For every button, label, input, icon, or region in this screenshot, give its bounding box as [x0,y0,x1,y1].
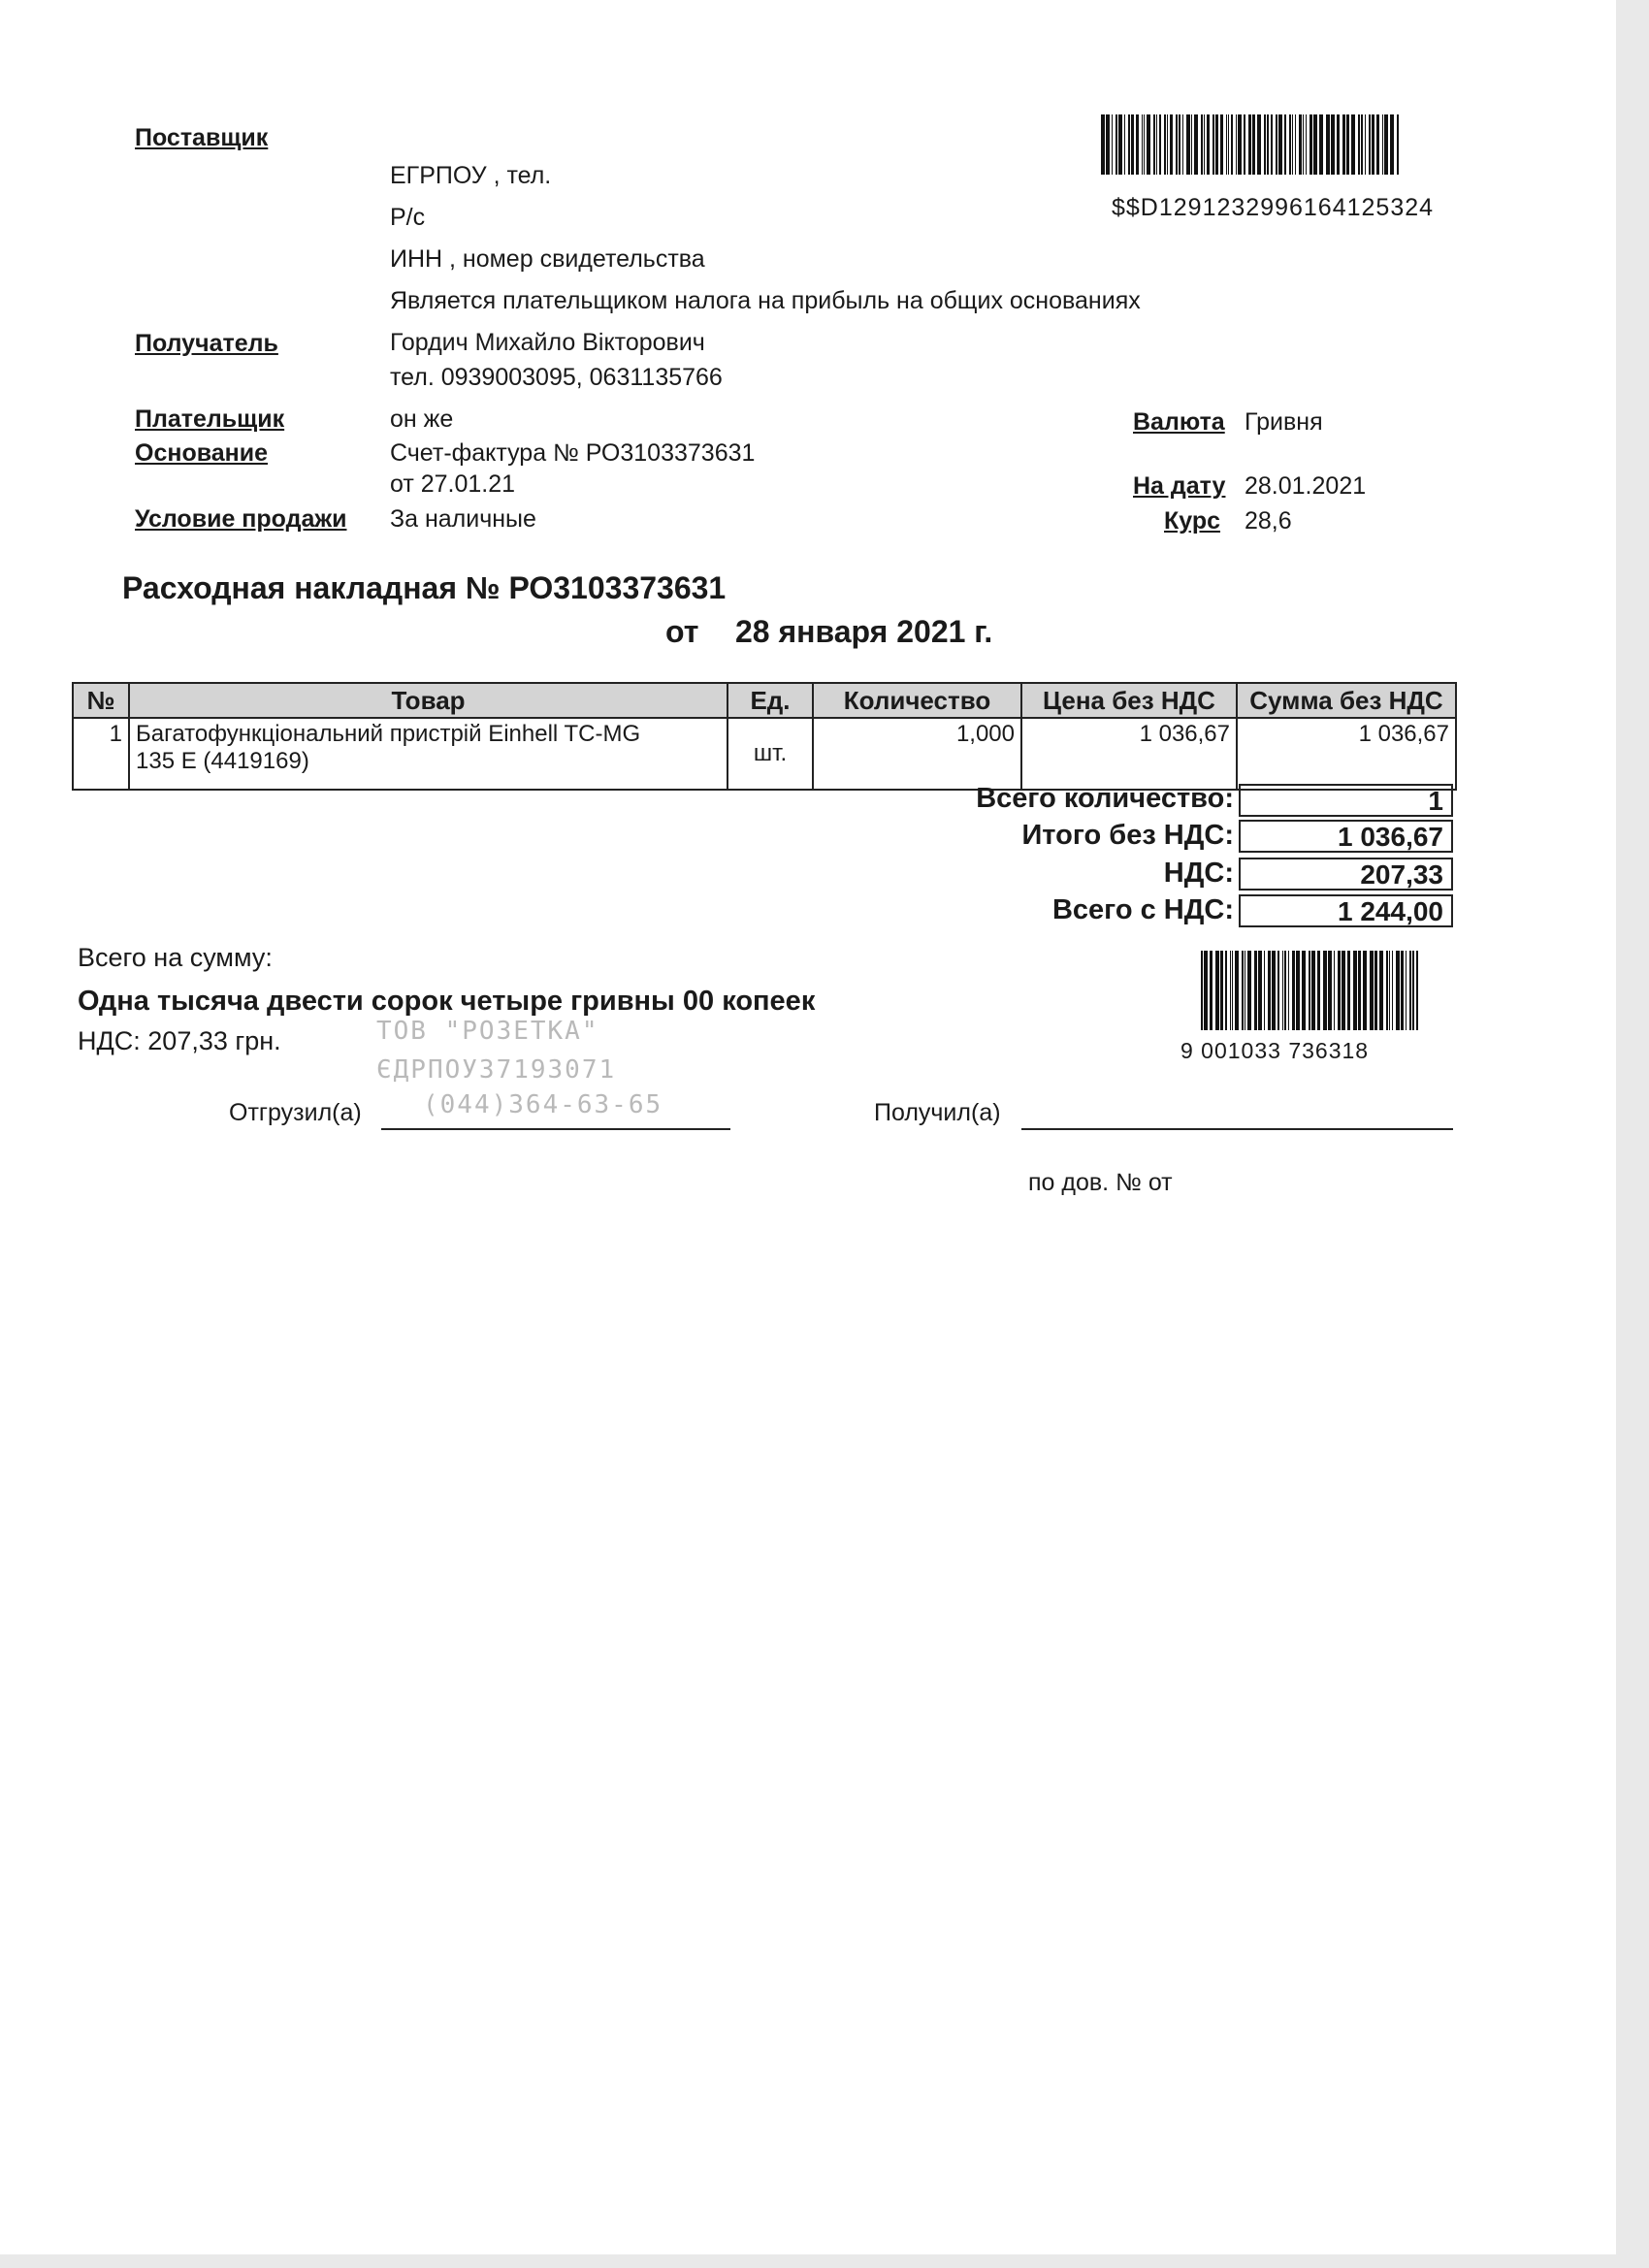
supplier-tax-status: Является плательщиком налога на прибыль на общих основаниях [390,287,1141,314]
total-net-label: Итого без НДС: [1021,820,1234,851]
barcode-bar [1248,114,1251,175]
barcode-bar [1374,951,1377,1030]
barcode-bar [1136,114,1139,175]
total-gross-label: Всего с НДС: [1051,894,1234,925]
shipped-signature-line [381,1128,730,1130]
barcode-bar [1363,951,1367,1030]
recipient-phone: тел. 0939003095, 0631135766 [390,364,723,391]
barcode-bar [1392,951,1393,1030]
total-qty-value: 1 [1239,784,1453,817]
barcode-bar [1230,951,1231,1030]
barcode-bar [1386,951,1388,1030]
row-sum: 1 036,67 [1237,718,1456,790]
barcode-bar [1396,951,1400,1030]
basis-label: Основание [135,439,269,467]
barcode-bar [1257,114,1261,175]
barcode-bar [1284,114,1286,175]
row-price: 1 036,67 [1021,718,1237,790]
barcode-bar [1369,114,1371,175]
total-vat-value: 207,33 [1239,858,1453,891]
barcode-bar [1244,114,1245,175]
barcode-bar [1124,114,1125,175]
document-date: 28 января 2021 г. [735,614,993,649]
total-qty-label: Всего количество: [976,783,1234,814]
col-header-unit: Ед. [728,683,813,718]
barcode-bar [1226,114,1227,175]
barcode-bar [1397,114,1399,175]
basis-line1: Счет-фактура № РО3103373631 [390,439,756,467]
barcode-bar [1310,114,1312,175]
barcode-bar [1207,114,1210,175]
row-num: 1 [73,718,129,790]
barcode-bar [1313,114,1317,175]
row-product-line2: 135 E (4419169) [136,748,309,774]
received-signature-line [1021,1128,1453,1130]
rate-label: Курс [1164,507,1221,535]
barcode-bar [1317,951,1320,1030]
barcode-bar [1379,951,1383,1030]
barcode-bar [1331,114,1335,175]
barcode-bar [1296,951,1300,1030]
barcode-bar [1292,951,1295,1030]
barcode-bar [1116,114,1117,175]
company-stamp-line2: ЄДРПОУ37193071 [376,1055,617,1085]
barcode-bar [1334,951,1335,1030]
barcode-bar [1254,951,1257,1030]
document-title: Расходная накладная № РО3103373631 [122,570,727,605]
barcode-bar [1337,114,1340,175]
total-gross-value: 1 244,00 [1239,894,1453,927]
company-stamp-line1: ТОВ "РОЗЕТКА" [376,1017,599,1046]
recipient-name: Гордич Михайло Вікторович [390,329,705,356]
row-product [129,718,728,790]
on-date-label: На дату [1133,472,1226,500]
shipped-label: Отгрузил(а) [229,1099,362,1126]
barcode-bar [1409,951,1411,1030]
barcode-bar [1212,114,1214,175]
document-date-prefix: от [665,614,699,649]
barcode-bar [1204,951,1208,1030]
barcode-bar [1128,114,1130,175]
barcode-bar [1303,114,1304,175]
barcode-bar [1182,114,1183,175]
barcode-bar [1382,114,1383,175]
barcode-bar [1338,951,1341,1030]
supplier-label: Поставщик [135,124,269,151]
on-date-value: 28.01.2021 [1245,472,1367,500]
barcode-bar [1238,114,1242,175]
col-header-price: Цена без НДС [1021,683,1237,718]
barcode-bar [1201,951,1203,1030]
barcode-bar [1106,114,1110,175]
barcode-bar [1252,114,1255,175]
barcode-bar [1376,114,1379,175]
barcode-bar [1342,951,1345,1030]
barcode-bar [1167,114,1168,175]
barcode-bar [1225,951,1227,1030]
barcode-bar [1179,114,1180,175]
barcode-bar [1346,114,1349,175]
barcode-bar [1268,951,1271,1030]
summary-vat-line: НДС: 207,33 грн. [78,1026,281,1055]
proxy-line: по дов. № от [1028,1169,1173,1196]
top-barcode-text: $$D1291232996164125324 [1112,194,1435,221]
barcode-bar [1319,114,1323,175]
barcode-bar [1416,951,1418,1030]
barcode-bar [1156,114,1157,175]
barcode-bar [1389,951,1390,1030]
barcode-bar [1365,114,1366,175]
supplier-inn: ИНН , номер свидетельства [390,245,705,273]
barcode-bar [1164,114,1166,175]
barcode-bar [1264,951,1265,1030]
table-header-row [73,683,1456,718]
barcode-bar [1267,114,1269,175]
barcode-bar [1159,114,1161,175]
barcode-bar [1147,114,1150,175]
barcode-bar [1258,951,1262,1030]
barcode-bar [1292,114,1293,175]
barcode-bar [1358,114,1360,175]
barcode-bar [1277,951,1279,1030]
barcode-bar [1353,951,1357,1030]
barcode-bar [1176,114,1178,175]
barcode-bar [1210,951,1212,1030]
row-unit: шт. [728,718,813,790]
barcode-bar [1306,114,1307,175]
barcode-bar [1131,114,1134,175]
barcode-bar [1372,114,1374,175]
barcode-bar [1204,114,1205,175]
basis-line2: от 27.01.21 [390,470,516,498]
barcode-bar [1242,951,1244,1030]
currency-value: Гривня [1245,408,1323,436]
total-vat-label: НДС: [1163,858,1234,889]
barcode-bar [1235,951,1239,1030]
barcode-bar [1118,114,1122,175]
summary-total-words: Одна тысяча двести сорок четыре гривны 00 копеек [78,986,816,1017]
supplier-egrpou: ЕГРПОУ , тел. [390,162,552,189]
received-label: Получил(а) [874,1099,1001,1126]
barcode-bar [1186,114,1190,175]
currency-label: Валюта [1133,408,1225,436]
row-product-line1: Багатофункціональний пристрій Einhell TC-MG [136,721,641,747]
summary-total-label: Всего на сумму: [78,943,273,972]
recipient-label: Получатель [135,330,278,357]
barcode-bar [1276,114,1277,175]
barcode-bar [1228,114,1229,175]
barcode-bar [1323,951,1327,1030]
barcode-bar [1264,114,1266,175]
company-stamp-line3: (044)364-63-65 [423,1090,663,1119]
scan-edge-bottom [0,2254,1649,2268]
row-qty: 1,000 [813,718,1021,790]
barcode-bar [1302,951,1306,1030]
barcode-bar [1220,114,1223,175]
col-header-num: № [73,683,129,718]
barcode-bar [1284,951,1286,1030]
barcode-bar [1299,114,1302,175]
rate-value: 28,6 [1245,507,1292,535]
barcode-bar [1220,951,1223,1030]
top-barcode [1101,114,1426,175]
payer-label: Плательщик [135,405,285,433]
col-header-sum: Сумма без НДС [1237,683,1456,718]
sale-condition-label: Условие продажи [135,505,347,533]
barcode-bar [1144,114,1145,175]
payer-value: он же [390,405,454,433]
bottom-barcode-text: 9 001033 736318 [1180,1038,1370,1063]
barcode-bar [1215,951,1219,1030]
barcode-bar [1412,951,1414,1030]
total-net-value: 1 036,67 [1239,820,1453,853]
barcode-bar [1347,951,1350,1030]
barcode-bar [1309,951,1310,1030]
col-header-qty: Количество [813,683,1021,718]
barcode-bar [1311,951,1315,1030]
barcode-bar [1282,951,1283,1030]
items-table [72,682,1457,791]
barcode-bar [1401,951,1404,1030]
barcode-bar [1153,114,1155,175]
barcode-bar [1370,951,1374,1030]
table-row [73,718,1456,790]
barcode-bar [1112,114,1113,175]
barcode-bar [1288,951,1289,1030]
barcode-bar [1232,951,1233,1030]
barcode-bar [1384,114,1388,175]
barcode-bar [1272,951,1276,1030]
barcode-bar [1342,114,1345,175]
barcode-bar [1361,114,1363,175]
supplier-account: Р/с [390,204,426,231]
barcode-bar [1278,114,1282,175]
barcode-bar [1295,114,1296,175]
barcode-bar [1101,114,1105,175]
barcode-bar [1142,114,1143,175]
barcode-bar [1191,114,1192,175]
barcode-bar [1247,951,1251,1030]
sale-condition-value: За наличные [390,505,536,533]
barcode-bar [1328,951,1332,1030]
barcode-bar [1358,951,1361,1030]
barcode-bar [1390,114,1394,175]
scan-edge-right [1616,0,1649,2268]
barcode-bar [1170,114,1173,175]
barcode-bar [1271,114,1273,175]
bottom-barcode [1201,951,1424,1030]
barcode-bar [1215,114,1218,175]
barcode-bar [1201,114,1203,175]
barcode-bar [1326,114,1330,175]
barcode-bar [1351,114,1355,175]
barcode-bar [1231,114,1233,175]
barcode-bar [1194,114,1198,175]
col-header-product: Товар [129,683,728,718]
barcode-bar [1289,114,1291,175]
barcode-bar [1236,114,1237,175]
